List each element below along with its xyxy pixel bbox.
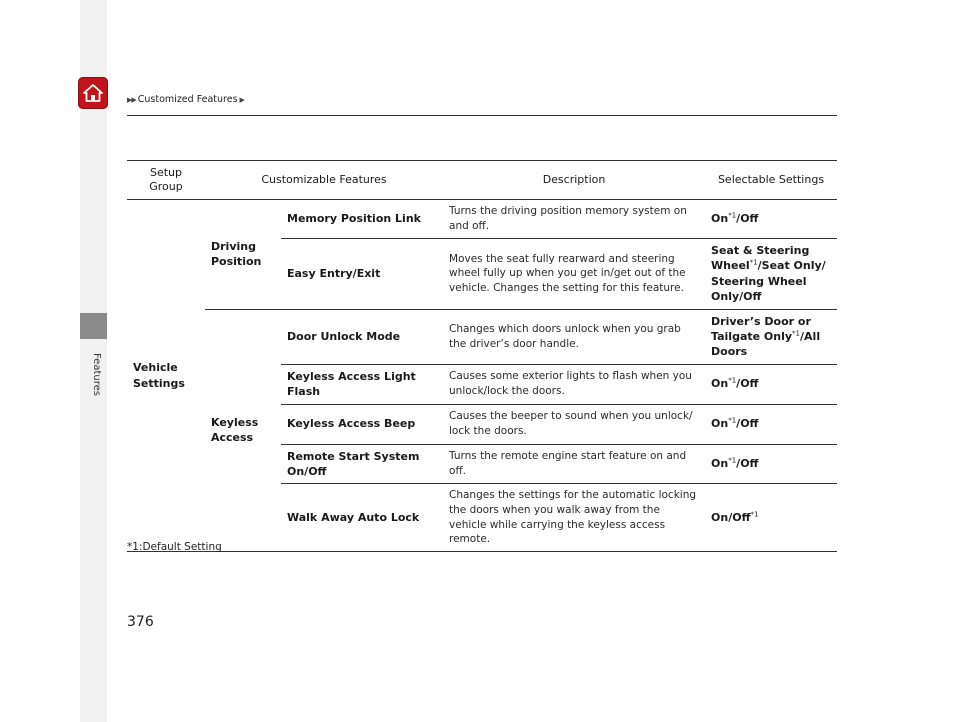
subgroup-keyless-access: Keyless Access: [205, 309, 281, 551]
header-selectable-settings: Selectable Settings: [705, 161, 837, 200]
feature-settings: Driver’s Door or Tailgate Only$^{*1}$/All Doors: [705, 309, 837, 364]
group-vehicle-settings: Vehicle Settings: [127, 200, 205, 552]
header-description: Description: [443, 161, 705, 200]
header-setup-group: Setup Group: [127, 161, 205, 200]
feature-settings: On$^{*1}$/Off: [705, 404, 837, 444]
feature-settings: Seat & Steering Wheel$^{*1}$/Seat Only/ Steering Wheel Only/Off: [705, 239, 837, 310]
feature-name: Remote Start System On/Off: [281, 444, 443, 484]
header-customizable-features: Customizable Features: [205, 161, 443, 200]
feature-description: Causes some exterior lights to flash when you unlock/lock the doors.: [443, 364, 705, 404]
breadcrumb: [127, 94, 244, 105]
table-row: [127, 200, 837, 239]
home-icon: [82, 83, 104, 103]
page-number: 376: [127, 614, 154, 630]
section-tab-marker[interactable]: [80, 313, 107, 339]
feature-description: Turns the driving position memory system on and off.: [443, 200, 705, 239]
feature-description: Changes which doors unlock when you grab the driver’s door handle.: [443, 309, 705, 364]
breadcrumb-arrow-icon: ▶▶: [127, 95, 136, 104]
breadcrumb-arrow-icon: ▶: [239, 95, 244, 104]
feature-settings: On$^{*1}$/Off: [705, 364, 837, 404]
feature-name: Door Unlock Mode: [281, 309, 443, 364]
table-row: [127, 309, 837, 364]
feature-settings: On$^{*1}$/Off: [705, 200, 837, 239]
feature-description: Causes the beeper to sound when you unlock/ lock the doors.: [443, 404, 705, 444]
feature-description: Changes the settings for the automatic locking the doors when you walk away from the vehicle while carrying the keyless access remote.: [443, 484, 705, 552]
feature-name: Keyless Access Beep: [281, 404, 443, 444]
feature-name: Keyless Access Light Flash: [281, 364, 443, 404]
feature-description: Moves the seat fully rearward and steering wheel fully up when you get in/get out of the vehicle. Changes the setting for this feature.: [443, 239, 705, 310]
table-header-row: [127, 161, 837, 200]
breadcrumb-link[interactable]: Customized Features: [137, 94, 238, 105]
feature-settings: On$^{*1}$/Off: [705, 444, 837, 484]
feature-name: Walk Away Auto Lock: [281, 484, 443, 552]
feature-description: Turns the remote engine start feature on and off.: [443, 444, 705, 484]
feature-settings: On/Off$^{*1}$: [705, 484, 837, 552]
subgroup-driving-position: Driving Position: [205, 200, 281, 310]
feature-name: Easy Entry/Exit: [281, 239, 443, 310]
header-rule: [127, 115, 837, 116]
section-label: Features: [91, 353, 102, 396]
feature-name: Memory Position Link: [281, 200, 443, 239]
settings-table: [127, 160, 837, 552]
footnote: *1:Default Setting: [127, 541, 222, 553]
home-button[interactable]: [78, 77, 108, 109]
